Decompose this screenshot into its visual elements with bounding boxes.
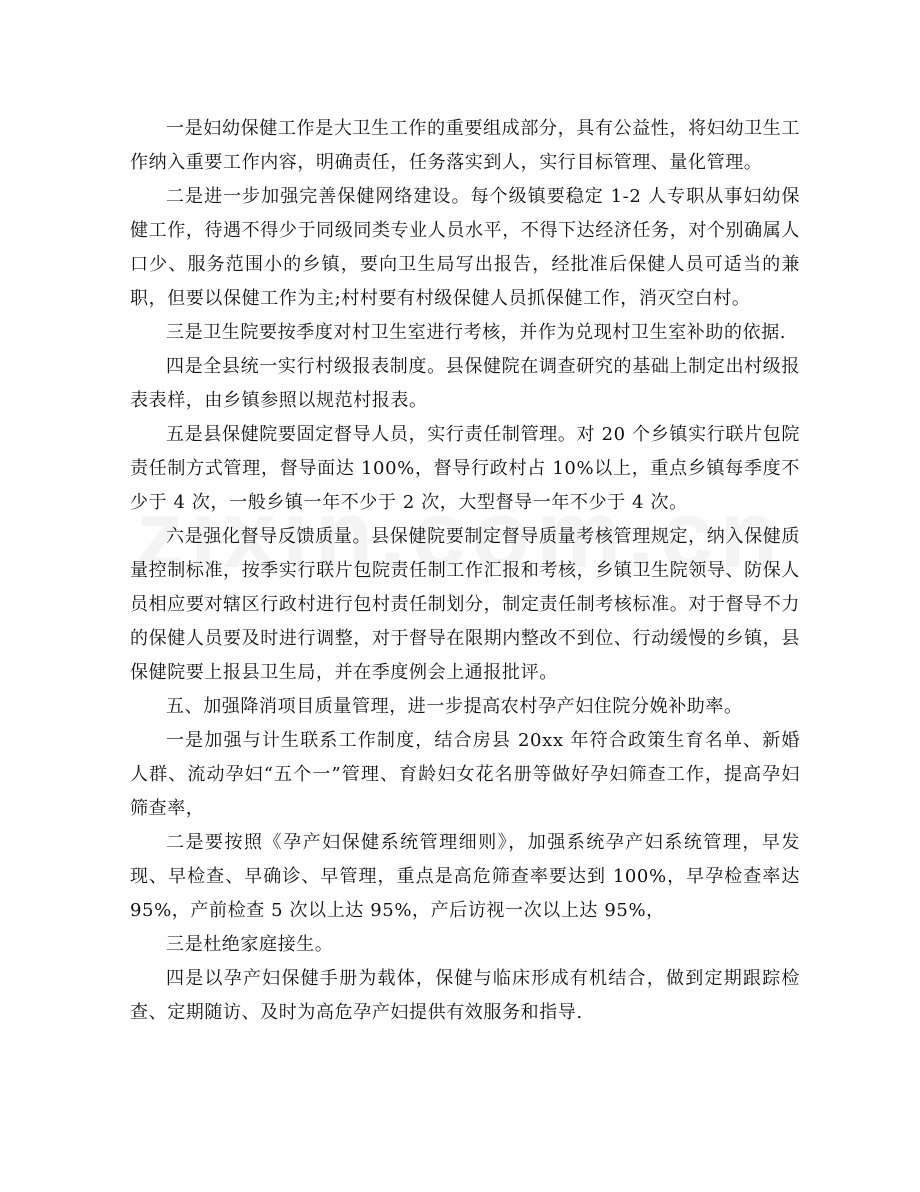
- section-heading-five: 五、加强降消项目质量管理，进一步提高农村孕产妇住院分娩补助率。: [166, 696, 743, 717]
- paragraph-8: 一是加强与计生联系工作制度，结合房县 20xx 年符合政策生育名单、新婚人群、流动孕妇“五个一”管理、育龄妇女花名册等做好孕妇筛查工作，提高孕妇筛查率，: [130, 730, 800, 819]
- paragraph-11: 四是以孕产妇保健手册为载体，保健与临床形成有机结合，做到定期跟踪检查、定期随访、及时为高危孕产妇提供有效服务和指导.: [130, 968, 800, 1023]
- paragraph-2: 二是进一步加强完善保健网络建设。每个级镇要稳定 1-2 人专职从事妇幼保健工作，待遇不得少于同级同类专业人员水平，不得下达经济任务，对个别确属人口少、服务范围小的乡镇，要向卫生局写出报告，经批准后保健人员可适当的兼职，但要以保健工作为主;村村要有村级保健人员抓保健工作，消灭空白村。: [130, 186, 800, 309]
- paragraph-5: 五是县保健院要固定督导人员，实行责任制管理。对 20 个乡镇实行联片包院责任制方式管理，督导面达 100%，督导行政村占 10%以上，重点乡镇每季度不少于 4 次，一般乡镇一年不少于 2 次，大型督导一年不少于 4 次。: [130, 424, 800, 513]
- paragraph-6: 六是强化督导反馈质量。县保健院要制定督导质量考核管理规定，纳入保健质量控制标准，按季实行联片包院责任制工作汇报和考核，乡镇卫生院领导、防保人员相应要对辖区行政村进行包村责任制划分，制定责任制考核标准。对于督导不力的保健人员要及时进行调整，对于督导在限期内整改不到位、行动缓慢的乡镇，县保健院要上报县卫生局，并在季度例会上通报批评。: [130, 526, 800, 683]
- paragraph-1: 一是妇幼保健工作是大卫生工作的重要组成部分，具有公益性，将妇幼卫生工作纳入重要工作内容，明确责任，任务落实到人，实行目标管理、量化管理。: [130, 118, 800, 173]
- paragraph-3: 三是卫生院要按季度对村卫生室进行考核，并作为兑现村卫生室补助的依据.: [166, 322, 787, 343]
- document-body: [130, 112, 800, 1030]
- paragraph-4: 四是全县统一实行村级报表制度。县保健院在调查研究的基础上制定出村级报表表样，由乡镇参照以规范村报表。: [130, 356, 800, 411]
- paragraph-9: 二是要按照《孕产妇保健系统管理细则》，加强系统孕产妇系统管理，早发现、早检查、早确诊、早管理，重点是高危筛查率要达到 100%，早孕检查率达 95%，产前检查 5 次以上达 95%，产后访视一次以上达 95%，: [130, 832, 800, 921]
- paragraph-10: 三是杜绝家庭接生。: [166, 934, 334, 955]
